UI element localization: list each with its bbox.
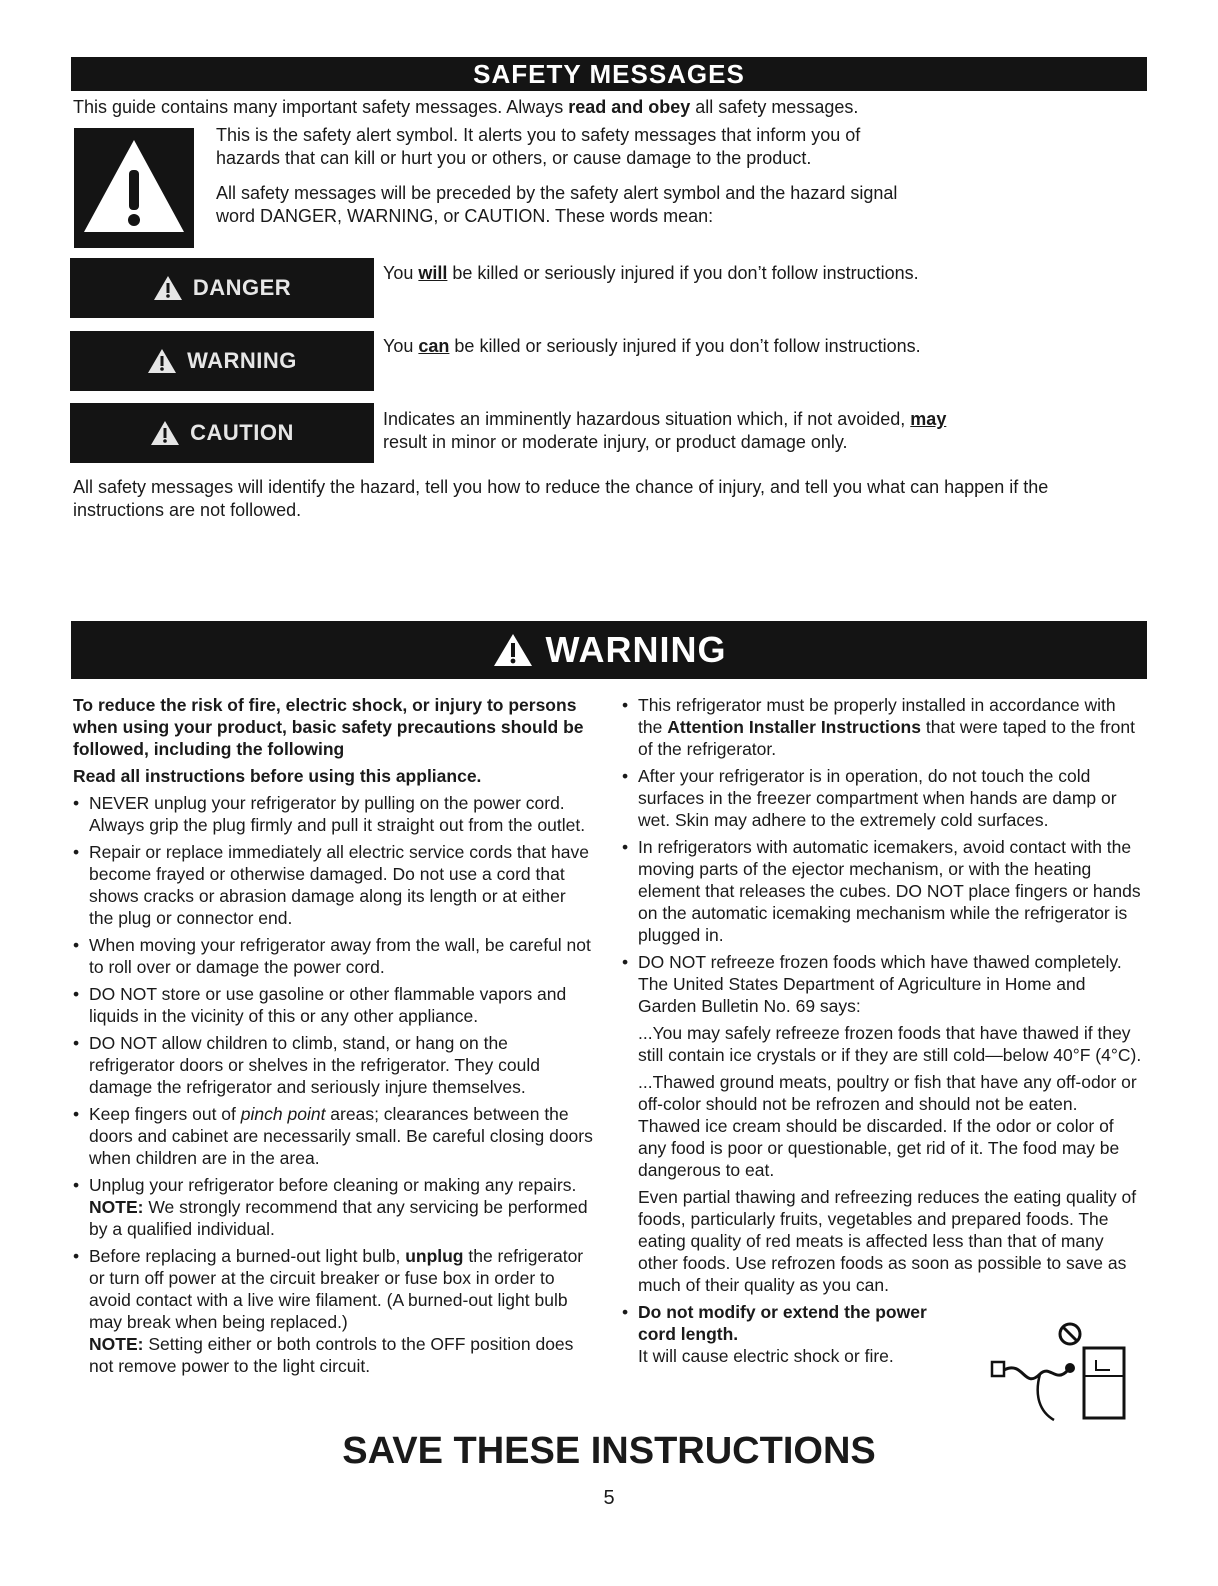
warning-header-title: WARNING: [545, 629, 727, 670]
list-item: • NEVER unplug your refrigerator by pulling on the power cord. Always grip the plug firmly and pull it straight out from the outlet.: [73, 792, 593, 836]
installer-pre: This refrigerator must be properly installed in accordance with the: [638, 695, 1116, 737]
power-cord-consequence: It will cause electric shock or fire.: [638, 1346, 894, 1366]
warning-key: can: [418, 336, 450, 356]
note-label: NOTE:: [89, 1197, 144, 1217]
pinch-post: areas; clearances between the doors and cabinet are necessarily small. Be careful closing doors when children are in the area.: [89, 1104, 593, 1168]
danger-key: will: [418, 263, 448, 283]
list-item: [622, 694, 1142, 760]
caution-post: result in minor or moderate injury, or product damage only.: [383, 432, 848, 452]
save-instructions-heading: SAVE THESE INSTRUCTIONS: [342, 1430, 876, 1472]
alert-triangle-icon: [150, 420, 180, 446]
power-cord-warning: Do not modify or extend the power cord length.: [638, 1302, 927, 1344]
pinch-point: pinch point: [240, 1104, 326, 1124]
unplug-text: Unplug your refrigerator before cleaning or making any repairs.: [89, 1175, 577, 1195]
pinch-pre: Keep fingers out of: [89, 1104, 241, 1124]
bulb-pre: Before replacing a burned-out light bulb,: [89, 1246, 406, 1266]
danger-post: be killed or seriously injured if you don’t follow instructions.: [447, 263, 919, 283]
list-item: • Repair or replace immediately all electric service cords that have become frayed or otherwise damaged. Do not use a cord that shows cracks or abrasion damage along its length or at either the plug or connector end.: [73, 841, 593, 929]
caution-label: [70, 403, 374, 463]
installer-post: that were taped to the front of the refrigerator.: [638, 717, 1136, 759]
warning-post: be killed or seriously injured if you don’t follow instructions.: [449, 336, 921, 356]
list-item: • After your refrigerator is in operation, do not touch the cold surfaces in the freezer compartment when hands are damp or wet. Skin may adhere to the extremely cold surfaces.: [622, 765, 1142, 831]
usda-quote-1: ...You may safely refreeze frozen foods that have thawed if they still contain ice crystals or if they are still cold—below 40°F (4°C).: [638, 1023, 1142, 1065]
installer-bold: Attention Installer Instructions: [667, 717, 921, 737]
alert-triangle-icon: [153, 275, 183, 301]
safety-alert-icon: [74, 128, 194, 248]
intro-post: all safety messages.: [690, 97, 859, 117]
safety-messages-header: SAFETY MESSAGES: [71, 57, 1147, 91]
bulb-bold: unplug: [405, 1246, 464, 1266]
read-all-instructions: Read all instructions before using this appliance.: [73, 766, 482, 786]
warning-word: WARNING: [187, 348, 297, 373]
list-item: [622, 1301, 958, 1367]
caution-description: [383, 408, 983, 454]
warning-label: [70, 331, 374, 391]
alert-description-1: This is the safety alert symbol. It alerts you to safety messages that inform you of hazards that can kill or hurt you or others, or cause damage to the product.: [216, 125, 861, 168]
note-text: Setting either or both controls to the OFF position does not remove power to the light circuit.: [89, 1334, 574, 1376]
list-item: • DO NOT store or use gasoline or other flammable vapors and liquids in the vicinity of this or any other appliance.: [73, 983, 593, 1027]
alert-triangle-icon: [492, 632, 534, 668]
warning-pre: You: [383, 336, 419, 356]
alert-description-2: All safety messages will be preceded by the safety alert symbol and the hazard signal word DANGER, WARNING, or CAUTION. These words mean:: [216, 183, 898, 226]
danger-label: [70, 258, 374, 318]
list-item: • When moving your refrigerator away from the wall, be careful not to roll over or damage the power cord.: [73, 934, 593, 978]
no-extension-cord-icon: [984, 1320, 1132, 1426]
list-item: • DO NOT allow children to climb, stand, or hang on the refrigerator doors or shelves in the refrigerator. They could damage the refrigerator and seriously injure themselves.: [73, 1032, 593, 1098]
list-item: [73, 1103, 593, 1169]
alert-triangle-icon: [147, 348, 177, 374]
warning-description: [383, 335, 1143, 358]
list-item: [73, 1245, 593, 1377]
usda-quote-2: ...Thawed ground meats, poultry or fish that have any off-odor or off-color should not be refrozen and should not be eaten. Thawed ice cream should be discarded. If the odor or color of any food is poor or questionable, get rid of it. The food may be dangerous to eat.: [638, 1072, 1137, 1180]
warning-right-column: [622, 694, 1142, 1372]
caution-key: may: [910, 409, 947, 429]
note-text: We strongly recommend that any servicing be performed by a qualified individual.: [89, 1197, 588, 1239]
safety-intro: [73, 96, 1153, 119]
list-item: • DO NOT refreeze frozen foods which have thawed completely. The United States Department of Agriculture in Home and Garden Bulletin No. 69 says:: [622, 951, 1142, 1017]
note-label: NOTE:: [89, 1334, 144, 1354]
warning-lead: To reduce the risk of fire, electric shock, or injury to persons when using your product, basic safety precautions should be followed, including the following: [73, 695, 584, 759]
list-item: [73, 1174, 593, 1240]
caution-pre: Indicates an imminently hazardous situation which, if not avoided,: [383, 409, 911, 429]
caution-word: CAUTION: [190, 420, 294, 445]
warning-left-column: [73, 694, 593, 1382]
safety-closing: All safety messages will identify the hazard, tell you how to reduce the chance of injury, and tell you what can happen if the instructions are not followed.: [73, 477, 1049, 520]
danger-description: [383, 262, 1143, 285]
intro-bold: read and obey: [568, 97, 691, 117]
usda-quote-3: Even partial thawing and refreezing reduces the eating quality of foods, particularly fruits, vegetables and prepared foods. The eating quality of red meats is affected less than that of many other foods. Use refrozen foods as soon as possible to save as much of their quality as you can.: [638, 1187, 1137, 1295]
page-number: 5: [603, 1487, 615, 1509]
danger-pre: You: [383, 263, 419, 283]
intro-pre: This guide contains many important safety messages. Always: [73, 97, 569, 117]
list-item: • In refrigerators with automatic icemakers, avoid contact with the moving parts of the ejector mechanism, or with the heating element that releases the cubes. DO NOT place fingers or hands on the automatic icemaking mechanism while the refrigerator is plugged in.: [622, 836, 1142, 946]
danger-word: DANGER: [192, 275, 292, 300]
bulb-post: the refrigerator or turn off power at the circuit breaker or fuse box in order to avoid contact with a live wire filament. (A burned-out light bulb may break when being replaced.): [89, 1246, 584, 1332]
safety-alert-symbol-box: [74, 128, 194, 248]
warning-header: [71, 621, 1147, 679]
